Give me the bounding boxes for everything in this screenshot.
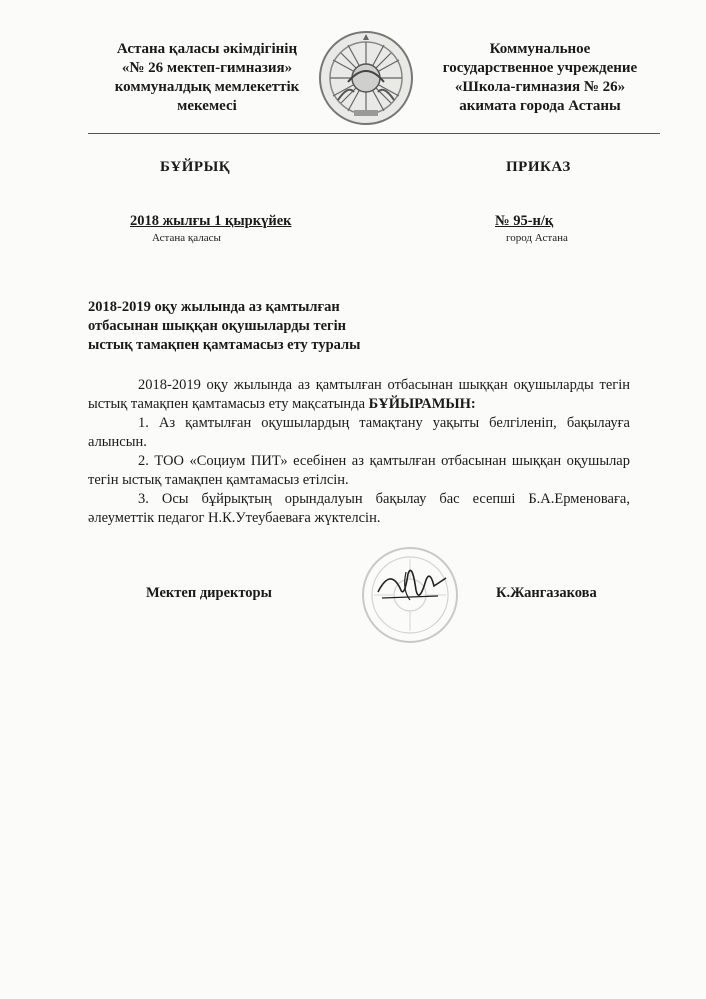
org-line: Астана қаласы әкімдігінің bbox=[116, 41, 298, 57]
org-name-kazakh bbox=[82, 40, 332, 116]
org-line: «№ 26 мектеп-гимназия» bbox=[121, 60, 293, 76]
body-intro bbox=[88, 376, 630, 414]
city-russian: город Астана bbox=[506, 232, 568, 244]
header-divider bbox=[88, 133, 660, 134]
doc-type-russian: ПРИКАЗ bbox=[506, 159, 571, 175]
org-line: коммуналдық мемлекеттік bbox=[114, 79, 300, 95]
doc-type-kazakh: БҰЙРЫҚ bbox=[160, 159, 231, 175]
intro-text: 2018-2019 оқу жылында аз қамтылған отбасынан шыққан оқушыларды тегін ыстық тамақпен қамтамасыз ету мақсатында bbox=[88, 377, 630, 412]
order-item: 1. Аз қамтылған оқушылардың тамақтану уақыты белгіленіп, бақылауға алынсын. bbox=[88, 415, 630, 450]
org-line: «Школа-гимназия № 26» bbox=[454, 79, 626, 95]
org-line: мекемесі bbox=[177, 98, 237, 114]
order-word: БҰЙЫРАМЫН: bbox=[368, 396, 476, 412]
subject-line: ыстық тамақпен қамтамасыз ету туралы bbox=[88, 337, 361, 353]
city-kazakh: Астана қаласы bbox=[152, 232, 221, 244]
signatory-name: К.Жангазакова bbox=[496, 585, 597, 601]
state-emblem-icon bbox=[318, 30, 414, 126]
signatory-title: Мектеп директоры bbox=[146, 585, 272, 601]
order-item: 2. ТОО «Социум ПИТ» есебінен аз қамтылған отбасынан шыққан оқушылар тегін ыстық тамақпен қамтамасыз етілсін. bbox=[88, 453, 630, 488]
org-line: акимата города Астаны bbox=[459, 98, 621, 114]
order-date: 2018 жылғы 1 қыркүйек bbox=[130, 213, 292, 229]
order-number: № 95-н/қ bbox=[495, 213, 554, 229]
org-line: государственное учреждение bbox=[442, 60, 638, 76]
director-signature-icon bbox=[372, 560, 452, 610]
order-item: 3. Осы бұйрықтың орындалуын бақылау бас есепші Б.А.Ерменоваға, әлеуметтік педагог Н.К.Утеубаеваға жүктелсін. bbox=[88, 491, 630, 526]
subject-line: 2018-2019 оқу жылында аз қамтылған bbox=[88, 299, 340, 315]
org-name-russian bbox=[410, 40, 670, 116]
subject-line: отбасынан шыққан оқушыларды тегін bbox=[88, 318, 347, 334]
org-line: Коммунальное bbox=[489, 41, 591, 57]
order-subject bbox=[88, 298, 408, 355]
order-body bbox=[88, 376, 630, 528]
